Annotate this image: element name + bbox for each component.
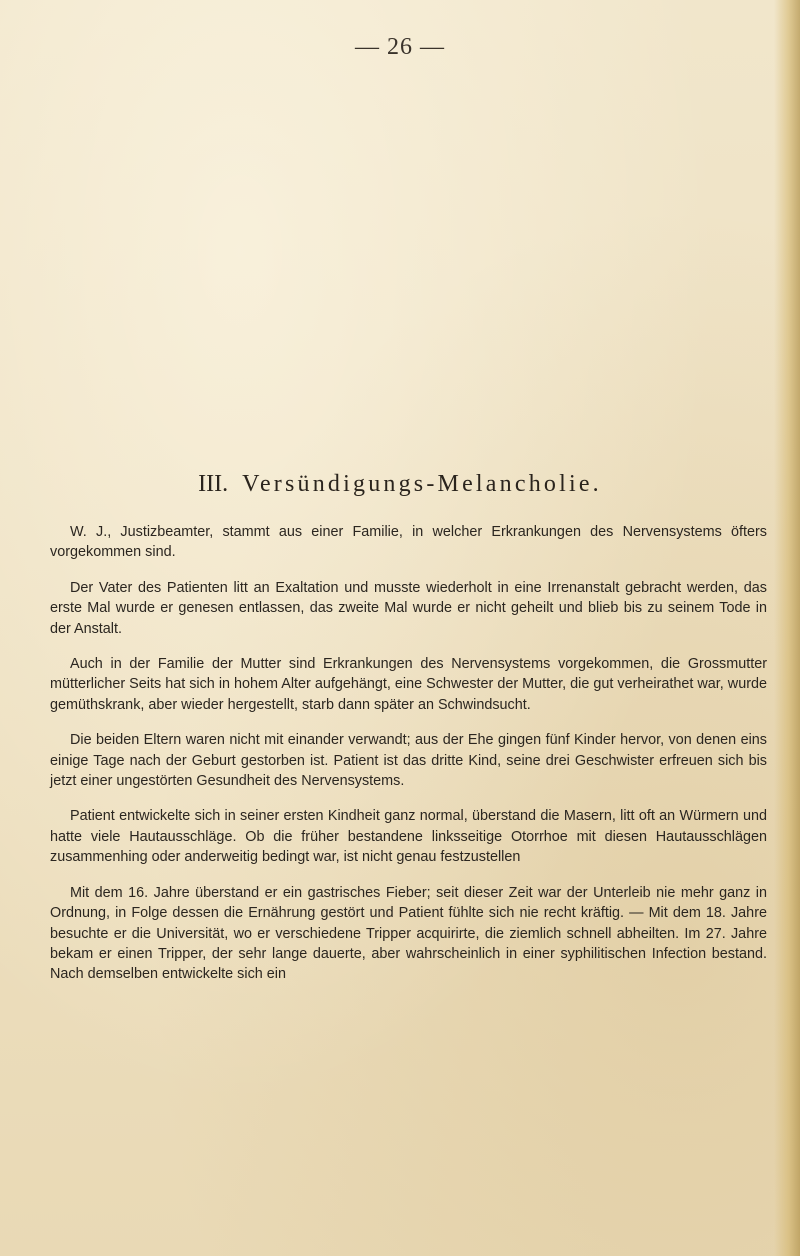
page-number: — 26 — (355, 34, 445, 60)
paragraph-6: Mit dem 16. Jahre überstand er ein gastrisches Fieber; seit dieser Zeit war der Unterleib nie mehr ganz in Ordnung, in Folge dessen die Ernährung gestört und Patient fühlte sich nie recht kräftig. — Mit dem 18. Jahre besuchte er die Universität, wo er verschiedene Tripper acquirirte, die ziemlich schnell abheilten. Im 27. Jahre bekam er einen Tripper, der sehr lange dauerte, aber wahrscheinlich in einer syphilitischen Infection bestand. Nach demselben entwickelte sich ein (50, 884, 767, 983)
paragraph-1: W. J., Justizbeamter, stammt aus einer Familie, in welcher Erkrankungen des Nervensystems öfters vorgekommen sind. (50, 524, 767, 561)
chapter-name: Versündigungs-Melancholie. (242, 471, 602, 497)
paragraph-2: Der Vater des Patienten litt an Exaltation und musste wiederholt in eine Irrenanstalt gebracht werden, das erste Mal wurde er genesen entlassen, das zweite Mal wurde er nicht geheilt und blieb bis zu seinem Tode in der Anstalt. (50, 579, 767, 637)
paragraph-5: Patient entwickelte sich in seiner ersten Kindheit ganz normal, überstand die Masern, litt oft an Würmern und hatte viele Hautausschläge. Ob die früher bestandene linksseitige Otorrhoe mit diesen Hautausschlägen zusammenhing oder anderweitig bedingt war, ist nicht genau festzustellen (50, 808, 767, 866)
chapter-body (50, 522, 767, 985)
paragraph-3: Auch in der Familie der Mutter sind Erkrankungen des Nervensystems vorgekommen, die Grossmutter mütterlicher Seits hat sich in hohem Alter aufgehängt, eine Schwester der Mutter, die gut verheirathet war, wurde gemüthskrank, aber wieder hergestellt, starb dann später an Schwindsucht. (50, 656, 767, 713)
chapter-title (0, 471, 800, 498)
chapter-number: III. (198, 471, 229, 497)
page-edge-shadow (774, 0, 800, 1256)
paragraph-4: Die beiden Eltern waren nicht mit einander verwandt; aus der Ehe gingen fünf Kinder hervor, von denen eins einige Tage nach der Geburt gestorben ist. Patient ist das dritte Kind, seine drei Geschwister erfreuen sich bis jetzt einer ungestörten Gesundheit des Nervensystems. (50, 732, 767, 790)
